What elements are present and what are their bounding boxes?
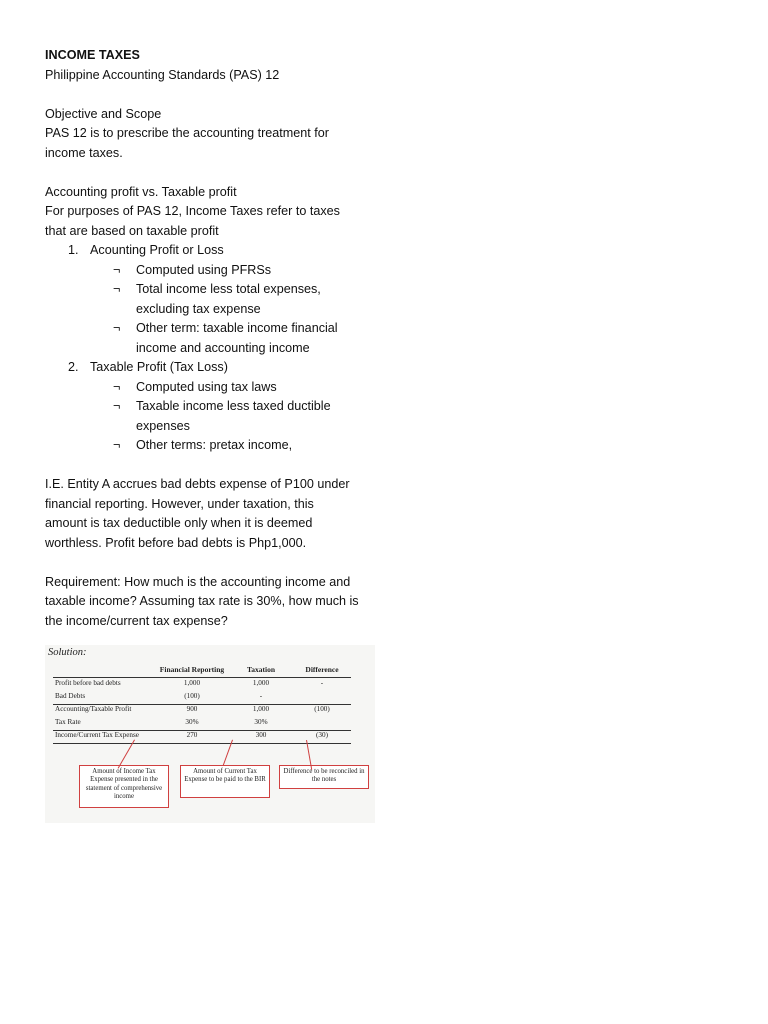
requirement-line: Requirement: How much is the accounting income and bbox=[45, 574, 351, 589]
bullet-icon: ¬ bbox=[113, 438, 121, 452]
requirement-paragraph bbox=[45, 573, 385, 632]
bullet-icon: ¬ bbox=[113, 321, 121, 335]
bullet-text bbox=[136, 436, 385, 456]
profit-heading: Accounting profit vs. Taxable profit bbox=[45, 184, 237, 199]
profit-intro-line: For purposes of PAS 12, Income Taxes refer to taxes bbox=[45, 204, 340, 218]
bullet-text bbox=[136, 378, 385, 398]
table-cell: - bbox=[259, 691, 263, 700]
objective-text-line: PAS 12 is to prescribe the accounting treatment for bbox=[45, 126, 329, 140]
bullet-text-line: Other terms: pretax income, bbox=[136, 438, 293, 452]
bullet-item bbox=[45, 261, 385, 281]
bullet-item bbox=[45, 319, 385, 358]
bullet-text-line: Other term: taxable income financial bbox=[136, 321, 338, 335]
example-line: worthless. Profit before bad debts is Php1,000. bbox=[45, 535, 307, 550]
document-body bbox=[45, 46, 385, 631]
bullet-text-line: Total income less total expenses, bbox=[136, 282, 321, 296]
table-cell: 300 bbox=[255, 730, 267, 739]
table-cell: 270 bbox=[186, 730, 198, 739]
example-line: I.E. Entity A accrues bad debts expense of P100 under bbox=[45, 477, 350, 491]
list-number: 2. bbox=[68, 360, 79, 374]
table-cell: 1,000 bbox=[183, 678, 201, 687]
note-difference: Difference to be reconciled in the notes bbox=[279, 765, 369, 789]
bullet-text-line: income and accounting income bbox=[136, 340, 310, 355]
bullet-icon: ¬ bbox=[113, 262, 121, 277]
list-item bbox=[45, 358, 385, 378]
table-cell: (30) bbox=[316, 730, 328, 739]
solution-figure bbox=[45, 645, 375, 823]
bullet-item bbox=[45, 397, 385, 436]
objective-heading: Objective and Scope bbox=[45, 106, 162, 121]
table-cell: Accounting/Taxable Profit bbox=[55, 704, 132, 713]
bullet-text-line: Computed using tax laws bbox=[136, 379, 277, 394]
bullet-text-line: excluding tax expense bbox=[136, 301, 261, 316]
document-title: INCOME TAXES bbox=[45, 48, 140, 62]
bullet-text-line: Taxable income less taxed ductible bbox=[136, 399, 331, 413]
table-rule bbox=[53, 730, 351, 731]
table-rule bbox=[53, 677, 351, 678]
bullet-icon: ¬ bbox=[113, 282, 121, 296]
table-cell: 900 bbox=[186, 704, 198, 713]
example-paragraph bbox=[45, 475, 385, 553]
bullet-text bbox=[136, 397, 385, 436]
note-current-tax-expense: Amount of Current Tax Expense to be paid to the BIR bbox=[180, 765, 270, 798]
list-item bbox=[45, 241, 385, 261]
list-label: Acounting Profit or Loss bbox=[90, 243, 224, 257]
table-header-cell: Financial Reporting bbox=[159, 665, 225, 674]
bullet-text-line: Computed using PFRSs bbox=[136, 262, 272, 277]
bullet-text-line: expenses bbox=[136, 418, 190, 433]
table-rule bbox=[53, 704, 351, 705]
bullet-icon: ¬ bbox=[113, 379, 121, 394]
table-header-cell: Taxation bbox=[246, 665, 276, 674]
bullet-item bbox=[45, 436, 385, 456]
table-cell: (100) bbox=[314, 704, 330, 713]
table-row bbox=[53, 715, 351, 728]
table-cell: 1,000 bbox=[252, 678, 270, 687]
table-row bbox=[53, 689, 351, 702]
objective-text-line: income taxes. bbox=[45, 145, 123, 160]
table-cell: - bbox=[320, 678, 324, 687]
table-header-row bbox=[53, 663, 351, 676]
solution-label: Solution: bbox=[48, 647, 87, 658]
example-line: amount is tax deductible only when it is deemed bbox=[45, 516, 313, 530]
table-cell: 1,000 bbox=[252, 704, 270, 713]
bullet-text bbox=[136, 261, 385, 281]
table-cell: 30% bbox=[185, 717, 199, 726]
profit-intro-line: that are based on taxable profit bbox=[45, 223, 219, 238]
profit-list bbox=[45, 241, 385, 456]
bullet-text bbox=[136, 280, 385, 319]
table-cell: Income/Current Tax Expense bbox=[55, 730, 139, 739]
document-subtitle: Philippine Accounting Standards (PAS) 12 bbox=[45, 67, 280, 82]
bullet-item bbox=[45, 378, 385, 398]
table-cell: Bad Debts bbox=[55, 691, 86, 700]
table-cell: Tax Rate bbox=[55, 717, 81, 726]
requirement-line: the income/current tax expense? bbox=[45, 613, 228, 628]
requirement-line: taxable income? Assuming tax rate is 30%, how much is bbox=[45, 594, 359, 608]
table-cell: 30% bbox=[254, 717, 268, 726]
list-number: 1. bbox=[68, 243, 79, 257]
bullet-text bbox=[136, 319, 385, 358]
list-label: Taxable Profit (Tax Loss) bbox=[90, 360, 228, 374]
table-header-cell: Difference bbox=[305, 665, 339, 674]
table-cell: Profit before bad debts bbox=[55, 678, 121, 687]
bullet-icon: ¬ bbox=[113, 399, 121, 413]
note-income-tax-expense: Amount of Income Tax Expense presented in the statement of comprehensive income bbox=[79, 765, 169, 808]
table-cell: (100) bbox=[184, 691, 200, 700]
bullet-item bbox=[45, 280, 385, 319]
example-line: financial reporting. However, under taxation, this bbox=[45, 496, 314, 511]
